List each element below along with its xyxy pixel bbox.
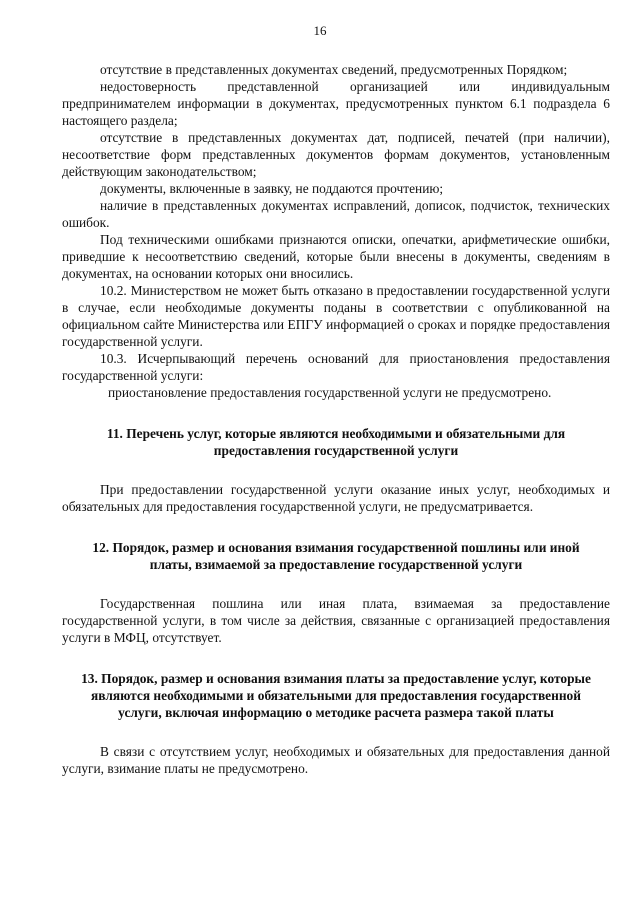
section-12 <box>62 539 610 646</box>
paragraph: приостановление предоставления государственной услуги не предусмотрено. <box>108 385 552 400</box>
paragraph: недостоверность представленной организацией или индивидуальным предпринимателем информации в документах, предусмотренных пунктом 6.1 подраздела 6 настоящего раздела; <box>62 79 610 128</box>
section-13 <box>62 670 610 777</box>
page-number: 16 <box>313 23 327 38</box>
paragraph: наличие в представленных документах исправлений, дописок, подчисток, технических ошибок. <box>62 198 610 230</box>
paragraph: Под техническими ошибками признаются описки, опечатки, арифметические ошибки, приведшие к несоответствию сведений, которые были внесены в документы, сведениям в документах, на основании которых они вносились. <box>62 232 610 281</box>
section-heading: 12. Порядок, размер и основания взимания государственной пошлины или иной платы, взимаемой за предоставление государственной услуги <box>92 540 580 572</box>
section-heading: 13. Порядок, размер и основания взимания платы за предоставление услуг, которые являются необходимыми и обязательными для предоставления государственной услуги, включая информацию о методике расчета размера такой платы <box>81 671 591 720</box>
document-body <box>62 61 610 777</box>
paragraph: отсутствие в представленных документах сведений, предусмотренных Порядком; <box>100 62 568 77</box>
paragraph: документы, включенные в заявку, не поддаются прочтению; <box>100 181 444 196</box>
paragraph-10-2: 10.2. Министерством не может быть отказано в предоставлении государственной услуги в случае, если необходимые документы поданы в соответствии с опубликованной на официальном сайте Министерства или ЕПГУ информацией о сроках и порядке предоставления государственной услуги. <box>62 283 610 349</box>
section-text: При предоставлении государственной услуги оказание иных услуг, необходимых и обязательных для предоставления государственной услуги, не предусматривается. <box>62 482 610 514</box>
refusal-grounds-list <box>62 61 610 401</box>
section-text: Государственная пошлина или иная плата, взимаемая за предоставление государственной услуги, в том числе за действия, связанные с организацией предоставления услуги в МФЦ, отсутствует. <box>62 596 610 645</box>
paragraph-10-3: 10.3. Исчерпывающий перечень оснований для приостановления предоставления государственной услуги: <box>62 351 610 383</box>
section-text: В связи с отсутствием услуг, необходимых и обязательных для предоставления данной услуги, взимание платы не предусмотрено. <box>62 744 610 776</box>
paragraph: отсутствие в представленных документах дат, подписей, печатей (при наличии), несоответствие форм представленных документов формам документов, установленным действующим законодательством; <box>62 130 610 179</box>
section-heading: 11. Перечень услуг, которые являются необходимыми и обязательными для предоставления государственной услуги <box>106 426 566 458</box>
section-11 <box>62 425 610 515</box>
